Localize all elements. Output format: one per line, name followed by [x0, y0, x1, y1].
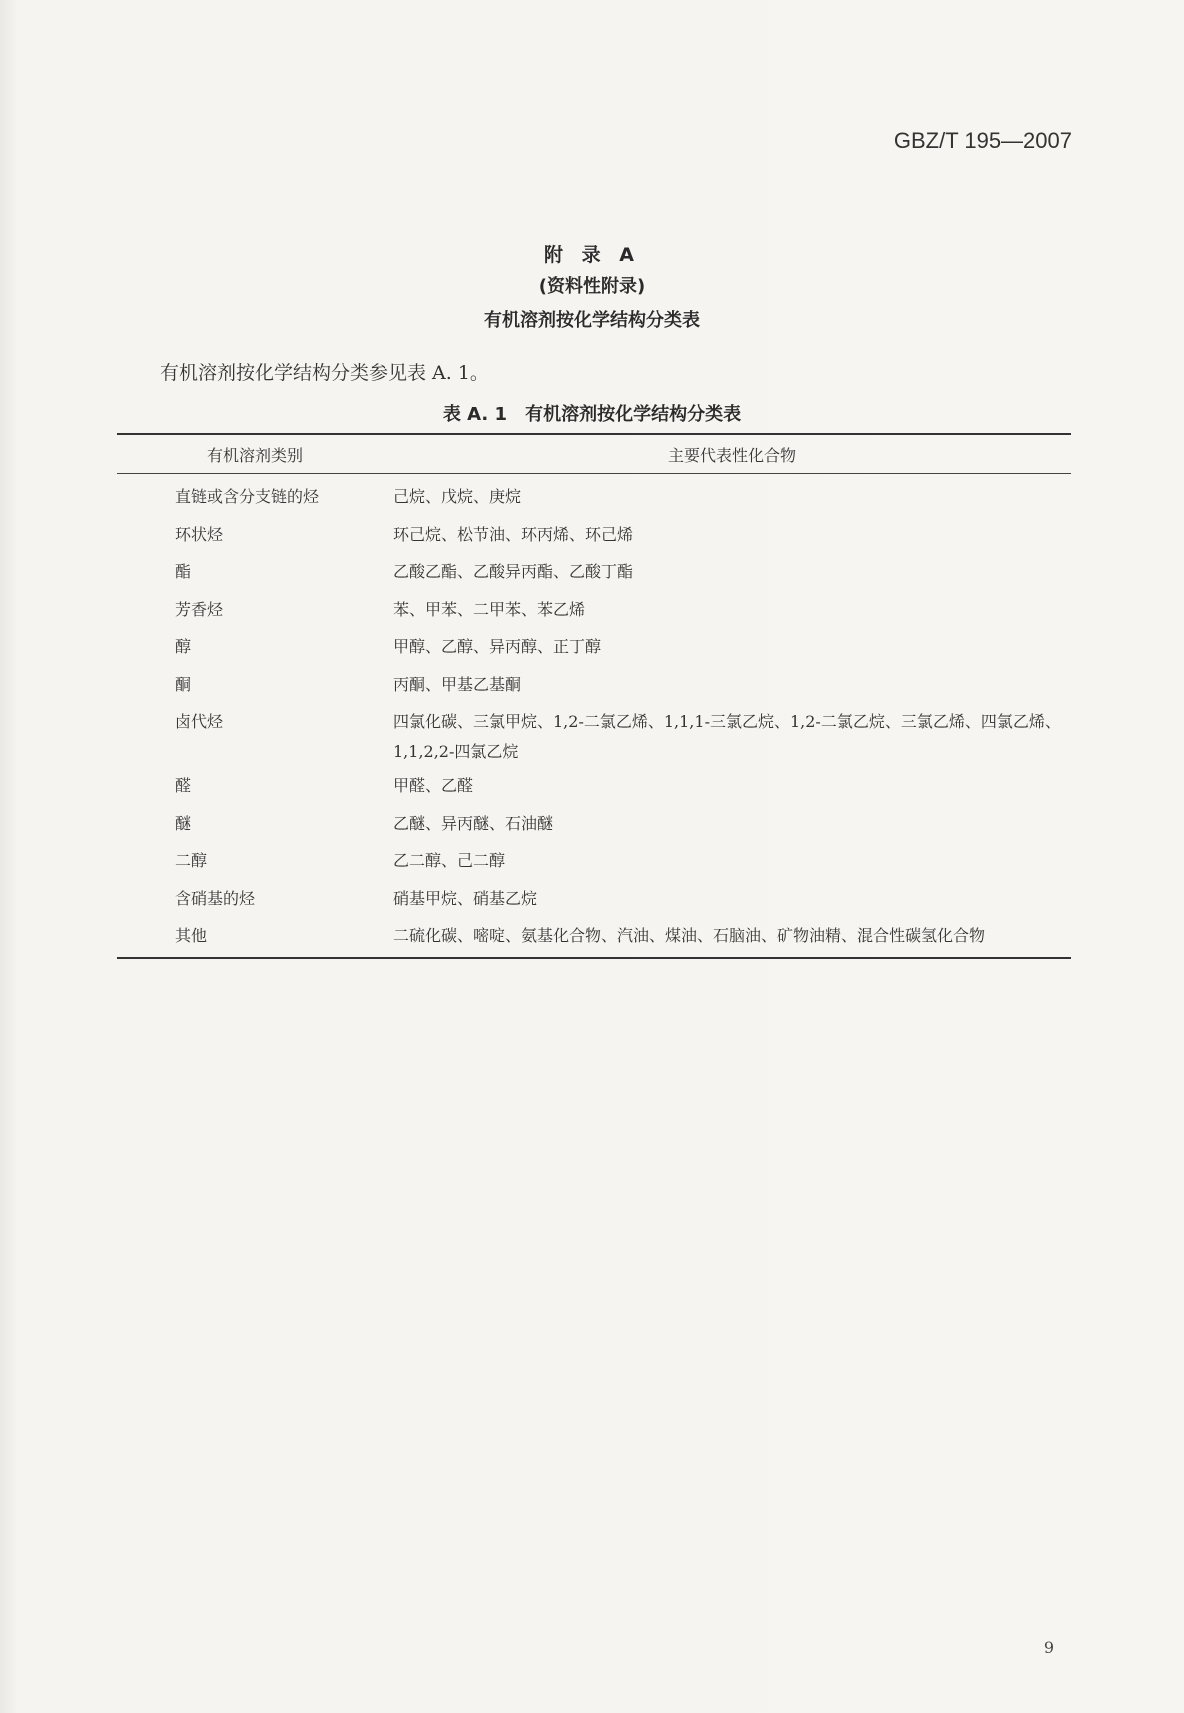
table-row	[117, 917, 1071, 955]
table-row	[117, 703, 1071, 767]
category-cell: 酯	[175, 562, 192, 581]
compounds-cell: 丙酮、甲基乙基酮	[393, 674, 522, 694]
table-caption: 表 A. 1 有机溶剂按化学结构分类表	[442, 404, 742, 425]
category-cell: 酮	[175, 674, 192, 694]
compounds-cell: 己烷、戊烷、庚烷	[393, 487, 522, 506]
appendix-label: 附 录 A	[544, 244, 640, 266]
table-row	[117, 666, 1071, 704]
category-cell: 芳香烃	[175, 599, 224, 619]
compounds-cell: 乙二醇、己二醇	[393, 851, 506, 870]
column-header-compounds: 主要代表性化合物	[667, 445, 796, 465]
compounds-cell: 甲醛、乙醛	[393, 776, 474, 795]
category-cell: 环状烃	[175, 524, 224, 544]
compounds-cell: 乙酸乙酯、乙酸异丙酯、乙酸丁酯	[393, 562, 634, 581]
table-row	[117, 880, 1071, 918]
table-body	[117, 474, 1071, 957]
table-row	[117, 553, 1071, 591]
compounds-cell: 硝基甲烷、硝基乙烷	[393, 888, 538, 908]
compounds-cell: 甲醇、乙醇、异丙醇、正丁醇	[393, 637, 602, 656]
table-row	[117, 516, 1071, 554]
page-number: 9	[1043, 1638, 1054, 1657]
category-cell: 其他	[175, 926, 208, 945]
table-header-row	[117, 435, 1071, 474]
category-cell: 醇	[175, 637, 192, 656]
table-row	[117, 478, 1071, 516]
category-cell: 直链或含分支链的烃	[175, 487, 320, 506]
table-row	[117, 805, 1071, 843]
compounds-cell: 二硫化碳、嘧啶、氨基化合物、汽油、煤油、石脑油、矿物油精、混合性碳氢化合物	[393, 926, 986, 945]
appendix-type: (资料性附录)	[538, 276, 646, 297]
category-cell: 醛	[175, 776, 192, 795]
compounds-cell: 四氯化碳、三氯甲烷、1,2-二氯乙烯、1,1,1-三氯乙烷、1,2-二氯乙烷、三氯乙烯、四氯乙烯、1,1,2,2-四氯乙烷	[393, 712, 1061, 761]
classification-table	[117, 433, 1071, 959]
table-row	[117, 628, 1071, 666]
category-cell: 卤代烃	[175, 712, 224, 731]
category-cell: 含硝基的烃	[175, 888, 256, 908]
category-cell: 醚	[175, 813, 192, 833]
column-header-category: 有机溶剂类别	[206, 445, 303, 465]
intro-paragraph: 有机溶剂按化学结构分类参见表 A. 1。	[160, 362, 489, 384]
compounds-cell: 环己烷、松节油、环丙烯、环己烯	[393, 524, 634, 544]
appendix-title: 有机溶剂按化学结构分类表	[484, 310, 700, 331]
standard-code: GBZ/T 195—2007	[893, 128, 1072, 153]
table-row	[117, 842, 1071, 880]
table-row	[117, 767, 1071, 805]
category-cell: 二醇	[175, 851, 208, 870]
table-row	[117, 591, 1071, 629]
compounds-cell: 乙醚、异丙醚、石油醚	[393, 813, 554, 833]
compounds-cell: 苯、甲苯、二甲苯、苯乙烯	[393, 599, 586, 619]
